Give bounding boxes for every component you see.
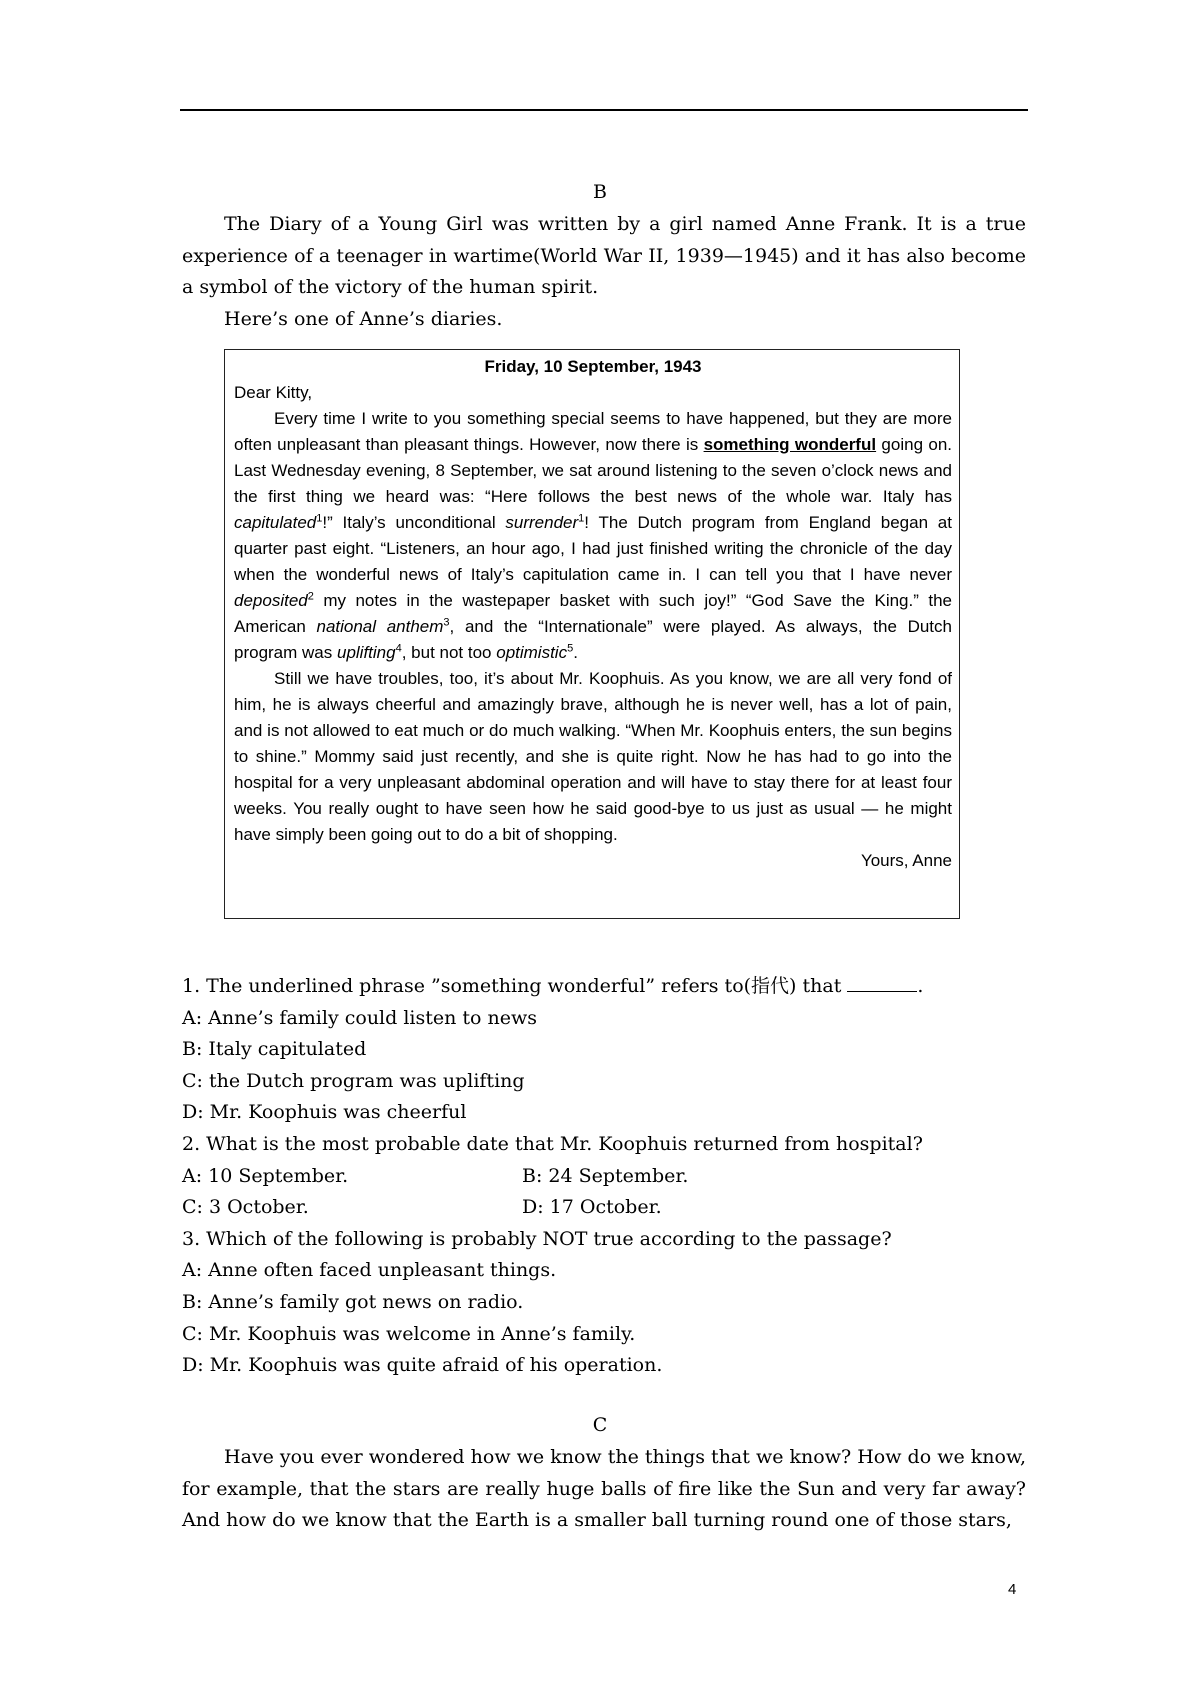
diary-paragraph-1: Every time I write to you something special seems to have happened, but they are more often unpleasant than pleasant things. However, now there is something wonderful going on. Last Wednesday evening, 8 September, we sat around listening to the seven o’clock news and the first thing we heard was: “Here follows the best news of the whole war. Italy has capitulated$^1$!” Italy’s unconditional surrender$^1$! The Dutch program from England began at quarter past eight. “Listeners, an hour ago, I had just finished writing the chronicle of the day when the wonderful news of Italy’s capitulation came in. I can tell you that I have never deposited$^2$ my notes in the wastepaper basket with such joy!” “God Save the King.” the American national anthem$^3$, and the “Internationale” were played. As always, the Dutch program was uplifting$^4$, but not too optimistic$^5$. (234, 409, 952, 662)
q3-option-d: D: Mr. Koophuis was quite afraid of his operation. (182, 1354, 663, 1377)
section-c-heading: C (592, 1414, 608, 1436)
section-c-text (182, 1442, 1026, 1537)
question-3: 3. Which of the following is probably NOT true according to the passage? (182, 1227, 892, 1250)
q3-option-c: C: Mr. Koophuis was welcome in Anne’s family. (182, 1322, 636, 1345)
diary-signature: Yours, Anne (860, 851, 952, 870)
q2-option-c: C: 3 October. (182, 1196, 309, 1219)
q2-option-a: A: 10 September. (182, 1164, 349, 1187)
q1-option-b: B: Italy capitulated (182, 1038, 367, 1061)
section-b-lead-in: Here’s one of Anne’s diaries. (224, 307, 503, 330)
q1-option-c: C: the Dutch program was uplifting (182, 1069, 525, 1092)
header-rule (180, 109, 1028, 111)
diary-date: Friday, 10 September, 1943 (484, 357, 702, 376)
diary-paragraph-2: Still we have troubles, too, it’s about Mr. Koophuis. As you know, we are all very fond of him, he is always cheerful and amazingly brave, although he is never well, has a lot of pain, and is not allowed to eat much or do much walking. “When Mr. Koophuis enters, the sun begins to shine.” Mommy said just recently, and she is quite right. Now he has had to go into the hospital for a very unpleasant abdominal operation and will have to stay there for at least four weeks. You really ought to have seen how he said good-bye to us just as usual — he might have simply been going out to do a bit of shopping. (234, 669, 952, 844)
question-1: 1. The underlined phrase ”something wonderful” refers to(指代) that . (182, 975, 924, 997)
underlined-phrase: something wonderful (703, 435, 877, 454)
section-b-text (182, 209, 1026, 335)
section-c-paragraph: Have you ever wondered how we know the things that we know? How do we know, for example, that the stars are really huge balls of fire like the Sun and very far away? And how do we know that the Earth is a smaller ball turning round one of those stars, (182, 1446, 1026, 1532)
q2-option-b: B: 24 September. (522, 1164, 689, 1187)
q1-option-d: D: Mr. Koophuis was cheerful (182, 1101, 467, 1124)
section-b-intro: The Diary of a Young Girl was written by a girl named Anne Frank. It is a true experience of a teenager in wartime(World War II, 1939—1945) and it has also become a symbol of the victory of the human spirit. (182, 213, 1026, 299)
page-number: 4 (1008, 1581, 1017, 1598)
answer-blank (847, 973, 917, 992)
q2-options-row-2 (182, 1192, 1026, 1224)
q2-options-row-1 (182, 1161, 1026, 1193)
q3-option-b: B: Anne’s family got news on radio. (182, 1290, 524, 1313)
diary-greeting: Dear Kitty, (234, 383, 313, 402)
q1-option-a: A: Anne’s family could listen to news (182, 1006, 537, 1029)
question-2: 2. What is the most probable date that Mr. Koophuis returned from hospital? (182, 1132, 923, 1155)
q2-option-d: D: 17 October. (522, 1196, 662, 1219)
q3-option-a: A: Anne often faced unpleasant things. (182, 1259, 557, 1282)
section-b-heading: B (593, 181, 607, 203)
diary-box (224, 349, 960, 919)
questions (182, 971, 1026, 1382)
